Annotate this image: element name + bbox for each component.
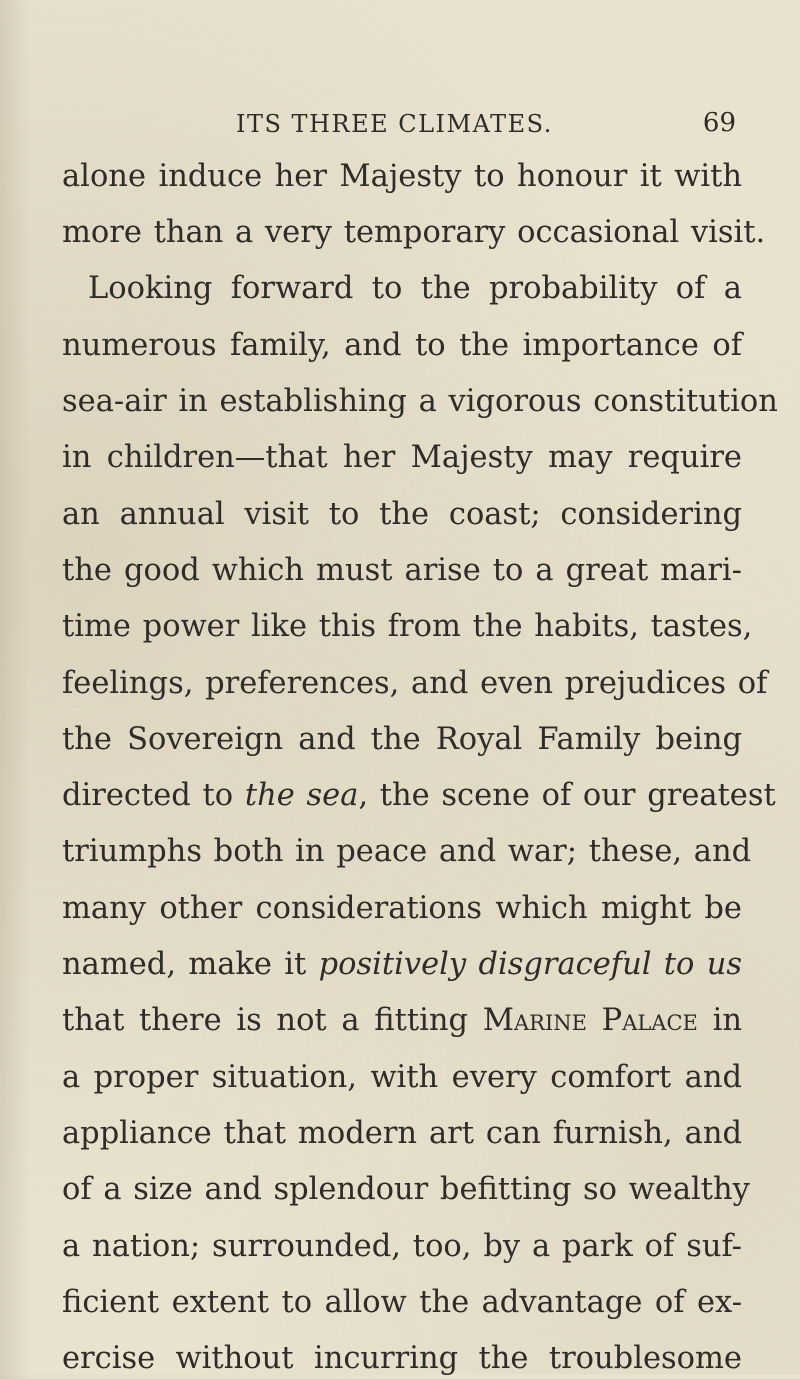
text-line: in children—that her Majesty may require [62, 440, 742, 475]
text-line: appliance that modern art can furnish, and [62, 1116, 742, 1151]
text-line [62, 945, 742, 985]
text-line: the good which must arise to a great mari- [62, 553, 742, 588]
text-line: a nation; surrounded, too, by a park of suf- [62, 1229, 742, 1264]
text-line: more than a very temporary occasional visit. [62, 215, 766, 250]
text-line: of a size and splendour befitting so wealthy [62, 1172, 750, 1207]
text-line: ercise without incurring the troublesome [62, 1341, 742, 1376]
text-segment: named, make it [62, 947, 307, 982]
text-line: alone induce her Majesty to honour it with [62, 159, 742, 194]
small-caps-phrase: Marine Palace [482, 1003, 698, 1038]
text-segment: directed to [62, 778, 234, 813]
text-line: feelings, preferences, and even prejudices of [62, 666, 768, 701]
text-line: sea-air in establishing a vigorous constitution [62, 384, 778, 419]
text-line: Looking forward to the probability of a [88, 271, 742, 306]
italic-phrase: the sea [244, 778, 359, 813]
text-line: many other considerations which might be [62, 891, 742, 926]
text-segment: , the scene of our greatest [358, 778, 776, 813]
italic-phrase: positively disgraceful to us [318, 947, 742, 982]
text-line: ficient extent to allow the advantage of ex- [62, 1285, 742, 1320]
text-line: an annual visit to the coast; considering [62, 497, 742, 532]
text-line: numerous family, and to the importance of [62, 328, 742, 363]
text-line: a proper situation, with every comfort and [62, 1060, 742, 1095]
text-line: time power like this from the habits, tastes, [62, 609, 753, 644]
text-segment: that there is not a fitting [62, 1003, 469, 1038]
text-line: triumphs both in peace and war; these, and [62, 834, 752, 869]
text-line: the Sovereign and the Royal Family being [62, 722, 742, 757]
text-segment: in [712, 1003, 742, 1038]
text-line [62, 776, 776, 816]
running-title: ITS THREE CLIMATES. [236, 110, 553, 138]
text-line [62, 1001, 742, 1041]
page-number: 69 [702, 108, 736, 138]
running-head [236, 110, 736, 146]
